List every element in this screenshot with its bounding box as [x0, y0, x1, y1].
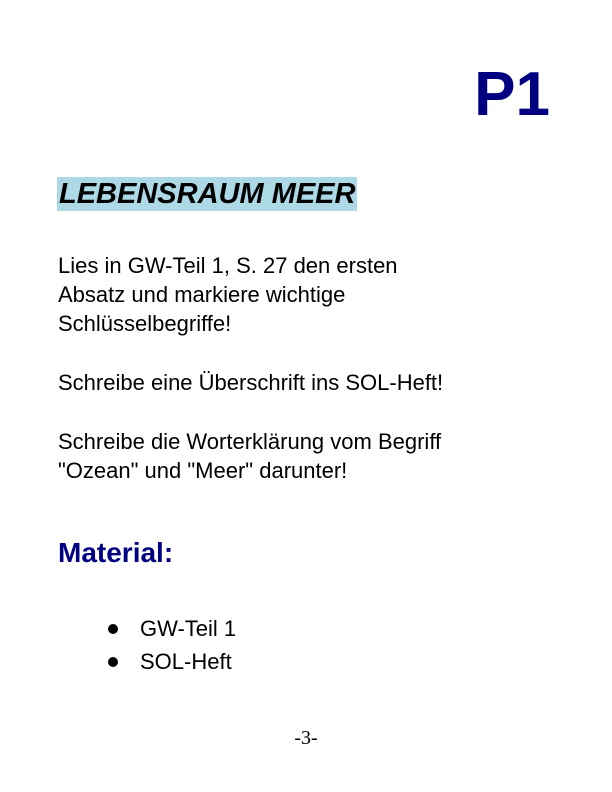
list-item: [108, 612, 236, 645]
bullet-icon: [108, 657, 118, 667]
list-item-label: SOL-Heft: [140, 649, 232, 674]
instruction-line: "Ozean" und "Meer" darunter!: [58, 458, 348, 483]
instruction-line: Schreibe die Worterklärung vom Begriff: [58, 429, 442, 454]
instruction-line: Schreibe eine Überschrift ins SOL-Heft!: [58, 370, 444, 395]
instruction-paragraph: [58, 427, 558, 485]
list-item: [108, 645, 236, 678]
page-code: P1: [474, 60, 550, 129]
instruction-paragraph: [58, 251, 558, 338]
instruction-line: Absatz und markiere wichtige: [58, 282, 346, 307]
instruction-line: Schlüsselbegriffe!: [58, 311, 232, 336]
page-title: LEBENSRAUM MEER: [59, 178, 356, 210]
bullet-icon: [108, 624, 118, 634]
page-number: -3-: [294, 727, 318, 749]
list-item-label: GW-Teil 1: [140, 616, 237, 641]
instruction-line: Lies in GW-Teil 1, S. 27 den ersten: [58, 253, 398, 278]
instruction-paragraph: [58, 368, 558, 397]
material-list: [108, 612, 236, 678]
instructions: [58, 251, 558, 515]
material-heading: Material:: [58, 537, 174, 568]
